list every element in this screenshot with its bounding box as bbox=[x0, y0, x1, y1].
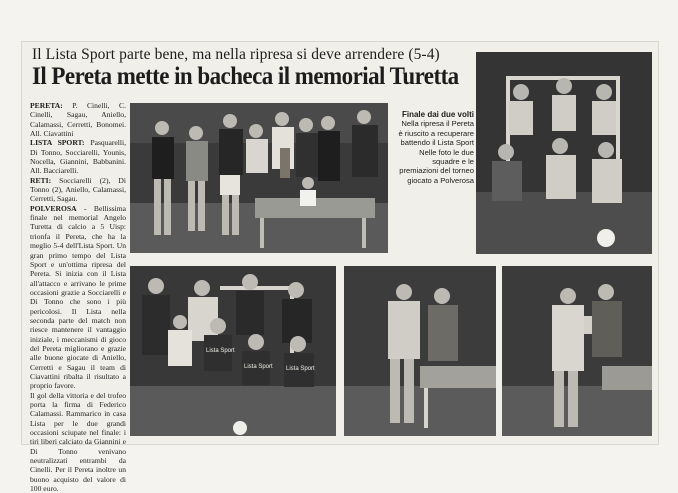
photo-award-handshake bbox=[344, 266, 496, 436]
photo-caption bbox=[396, 110, 474, 185]
goals: RETI: Socciarelli (2), Di Tonno (2), Aniello, Calamassi, Cerretti, Sagau. bbox=[30, 175, 126, 204]
photo-trophy-handover bbox=[502, 266, 652, 436]
jersey-text: Lista Sport bbox=[286, 366, 315, 372]
lineup-pereta: PERETA: P. Cinelli, C. Cinelli, Sagau, Aniello, Calamassi, Cerretti, Bonomei. All. Ciavattini bbox=[30, 101, 126, 139]
photo-trophy-ceremony bbox=[130, 103, 388, 253]
article-body bbox=[30, 101, 126, 493]
caption-title: Finale dai due volti bbox=[401, 110, 474, 119]
match-report-end: Il gol della vittoria e del trofeo porta la firma di Federico Calamassi. Rammarico in casa Lista per le due grandi occasioni sciupate nel finale: i tiri liberi calciato da Giannini e Di Tonno venivano neutralizzati entrambi da Cinelli. Per il Pereta inoltre un buono acquisto del valore di 100 euro. bbox=[30, 390, 126, 493]
article-kicker: Il Lista Sport parte bene, ma nella ripresa si deve arrendere (5-4) bbox=[32, 46, 440, 63]
lineup-lista-sport: LISTA SPORT: Pasquarelli, Di Tonno, Socciarelli, Younis, Nocella, Giannini, Babbanini. All. Bacciarelli. bbox=[30, 138, 126, 176]
caption-text: Nella ripresa il Pereta è riuscito a recuperare battendo il Lista Sport Nelle foto le due squadre e le premiazioni del torneo giocato a Polverosa bbox=[398, 119, 474, 185]
jersey-text: Lista Sport bbox=[206, 348, 235, 354]
article-headline: Il Pereta mette in bacheca il memorial Turetta bbox=[32, 63, 459, 90]
match-report: POLVEROSA - Bellissima finale nel memorial Angelo Turetta di calcio a 5 Uisp: trionfa il Pereta, che ha la meglio 5-4 dell'Lista Sport. Un gran primo tempo del Lista Sport e un'ottima ripresa del Pereta. Si inizia con il Lista all'attacco e arrivano le prime occasioni grazie a Socciarelli e Di Tonno che sono i più pericolosi. Il Lista nella seconda parte del match non riesce mantenere il vantaggio iniziale, i meccanismi di gioco del Pereta migliorano e grazie alle buone giocate di Aniello, Cerretti e Sagau il team di Ciavattini ribalta il risultato a proprio favore. bbox=[30, 203, 126, 391]
photo-lista-sport-team bbox=[130, 266, 336, 436]
jersey-text: Lista Sport bbox=[244, 364, 273, 370]
photo-team-posed bbox=[476, 52, 652, 254]
